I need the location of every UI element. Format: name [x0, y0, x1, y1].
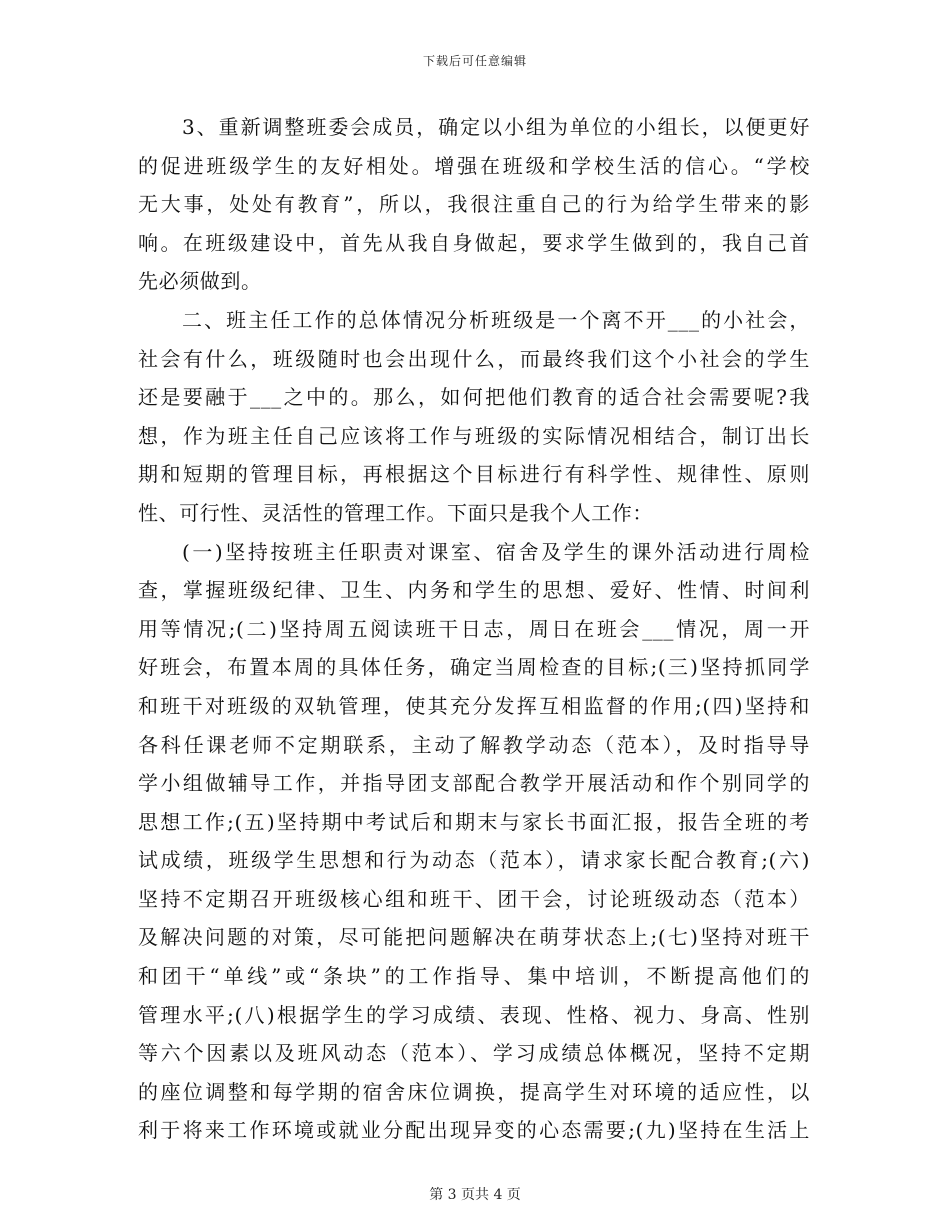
text-line: 响。在班级建设中，首先从我自身做起，要求学生做到的，我自己首 — [138, 230, 810, 255]
text-line: (一)坚持按班主任职责对课室、宿舍及学生的课外活动进行周检 — [182, 539, 810, 564]
text-line: 的座位调整和每学期的宿舍床位调换，提高学生对环境的适应性，以 — [138, 1079, 810, 1104]
text-line: 各科任课老师不定期联系，主动了解教学动态（范本），及时指导导 — [138, 732, 810, 757]
text-line: 学小组做辅导工作，并指导团支部配合教学开展活动和作个别同学的 — [138, 771, 810, 796]
page-header: 下载后可任意编辑 — [422, 54, 527, 68]
text-line: 想，作为班主任自己应该将工作与班级的实际情况相结合，制订出长 — [138, 423, 810, 448]
document-body — [138, 108, 810, 1150]
text-line: 用等情况;(二)坚持周五阅读班干日志，周日在班会___情况，周一开 — [138, 616, 810, 641]
text-line: 管理水平;(八)根据学生的学习成绩、表现、性格、视力、身高、性别 — [138, 1002, 810, 1027]
text-line: 3、重新调整班委会成员，确定以小组为单位的小组长，以便更好 — [182, 115, 810, 139]
text-line: 试成绩，班级学生思想和行为动态（范本），请求家长配合教育;(六) — [138, 848, 810, 873]
text-line: 无大事，处处有教育”，所以，我很注重自己的行为给学生带来的影 — [138, 192, 810, 217]
text-line: 查，掌握班级纪律、卫生、内务和学生的思想、爱好、性情、时间利 — [138, 578, 810, 603]
text-line: 坚持不定期召开班级核心组和班干、团干会，讨论班级动态（范本） — [138, 886, 810, 911]
text-line: 和班干对班级的双轨管理，使其充分发挥互相监督的作用;(四)坚持和 — [138, 693, 810, 718]
text-line: 性、可行性、灵活性的管理工作。下面只是我个人工作： — [138, 500, 653, 525]
text-line: 社会有什么，班级随时也会出现什么，而最终我们这个小社会的学生 — [138, 346, 810, 371]
text-line: 好班会，布置本周的具体任务，确定当周检查的目标;(三)坚持抓同学 — [138, 655, 810, 680]
text-line: 的促进班级学生的友好相处。增强在班级和学校生活的信心。“学校 — [138, 153, 810, 178]
text-line: 先必须做到。 — [138, 269, 262, 294]
text-line: 二、班主任工作的总体情况分析班级是一个离不开___的小社会， — [182, 307, 810, 332]
text-line: 期和短期的管理目标，再根据这个目标进行有科学性、规律性、原则 — [138, 462, 810, 487]
text-line: 思想工作;(五)坚持期中考试后和期末与家长书面汇报，报告全班的考 — [138, 809, 810, 834]
text-line: 利于将来工作环境或就业分配出现异变的心态需要;(九)坚持在生活上 — [138, 1118, 810, 1143]
text-line: 还是要融于___之中的。那么，如何把他们教育的适合社会需要呢?我 — [138, 385, 810, 410]
text-line: 和团干“单线”或“条块”的工作指导、集中培训，不断提高他们的 — [138, 964, 810, 989]
text-line: 及解决问题的对策，尽可能把问题解决在萌芽状态上;(七)坚持对班干 — [138, 925, 810, 950]
page-footer: 第 3 页共 4 页 — [429, 1187, 521, 1203]
text-line: 等六个因素以及班风动态（范本）、学习成绩总体概况，坚持不定期 — [138, 1041, 810, 1066]
